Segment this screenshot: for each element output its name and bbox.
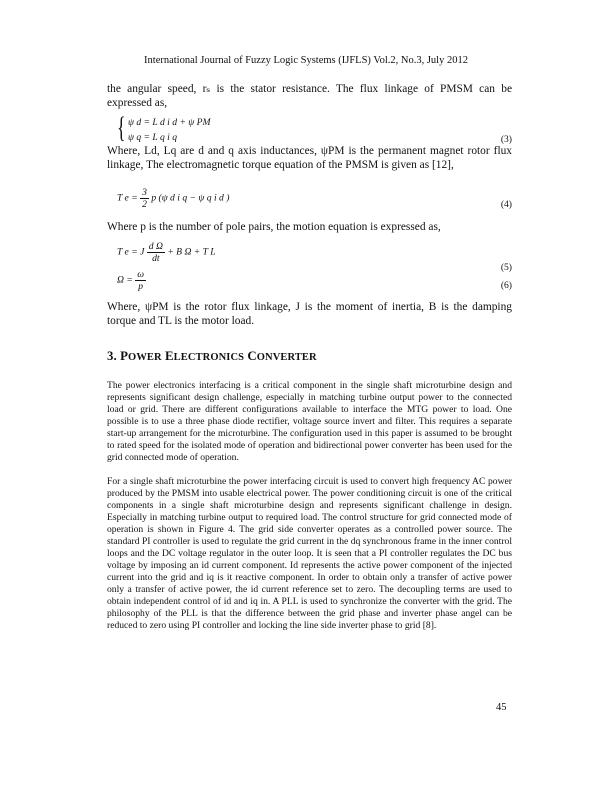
section-title-p: P [120, 349, 129, 363]
eq6-fraction [135, 269, 146, 292]
eq3-psi-q: ψ q = L q i q [128, 132, 178, 143]
eq4 [117, 187, 229, 210]
where-inductances-paragraph: Where, Ld, Lq are d and q axis inductances, ψPM is the permanent magnet rotor flux linkage, The electromagnetic torque equation of the PMSM is given as [12], [107, 145, 512, 171]
section-number: 3. [107, 349, 117, 363]
eq5 [117, 241, 216, 264]
page-number: 45 [496, 702, 507, 713]
eq4-lhs: T e = [117, 192, 138, 204]
journal-header: International Journal of Fuzzy Logic Systems (IJFLS) Vol.2, No.3, July 2012 [144, 55, 468, 66]
eq6-frac-den: p [138, 281, 143, 292]
eq5-fraction [147, 241, 165, 264]
section-heading [107, 349, 317, 364]
eq4-frac-den: 2 [142, 199, 147, 210]
eq5-frac-den: dt [152, 253, 160, 264]
pole-pairs-paragraph: Where p is the number of pole pairs, the motion equation is expressed as, [107, 221, 441, 233]
rotor-flux-paragraph: Where, ψPM is the rotor flux linkage, J is the moment of inertia, B is the damping torque and TL is the motor load. [107, 301, 512, 327]
section-title-onverter: ONVERTER [256, 352, 317, 363]
eq4-number: (4) [500, 199, 512, 210]
eq4-fraction [140, 187, 149, 210]
eq4-rhs: p (ψ d i q − ψ q i d ) [151, 192, 230, 204]
eq6 [117, 269, 146, 292]
eq4-frac-num: 3 [142, 187, 147, 198]
section-title-ower: OWER [128, 352, 162, 363]
eq3-psi-d: ψ d = L d i d + ψ PM [128, 117, 211, 128]
eq5-rhs: + B Ω + T L [167, 246, 216, 258]
power-electronics-paragraph-2: For a single shaft microturbine the power interfacing circuit is used to convert high frequency AC power produced by the PMSM into usable electrical power. The power conditioning circuit is one of the critical components in a single shaft microturbine design and represents significant challenge in design. Especially in matching turbine output to required load. The control structure for grid connected mode of operation is shown in Figure 4. The grid side converter operates as a controlled power source. The standard PI controller is used to regulate the grid current in the dq synchronous frame in the inner control loops and the DC voltage regulator in the outer loop. It is seen that a PI controller regulates the DC bus voltage by imposing an id current component. Id represents the active power component of the injected current into the grid and iq is it reactive component. In order to obtain only a transfer of active power only a transfer of active power, the id current reference set to zero. The decoupling terms are used to obtain independent control of id and iq in. A PLL is used to synchronize the converter with the grid. The philosophy of the PLL is that the difference between the grid phase and inverter phase angel can be reduced to zero using PI controller and locking the line side inverter phase to grid [8]. [107, 476, 512, 631]
eq5-frac-num: d Ω [148, 241, 163, 252]
intro-paragraph: the angular speed, rₛ is the stator resistance. The flux linkage of PMSM can be expressed as, [107, 83, 512, 109]
section-title-lectronics: LECTRONICS [173, 352, 245, 363]
eq5-lhs: T e = J [117, 246, 145, 258]
power-electronics-paragraph-1: The power electronics interfacing is a critical component in the single shaft microturbine design and represents significant design challenge, especially in matching turbine output power to the connected load or grid. There are different configurations available to interface the MTG power to load. One possible is to use a three phase diode rectifier, voltage source invert and filter. This requires a separate start-up arrangement for the microturbine. The configuration used in this paper is assumed to be brought to rated speed for the isolated mode of operation and bidirectional power converter has been used for the grid connected mode of operation. [107, 380, 512, 463]
eq6-lhs: Ω = [117, 274, 133, 286]
eq5-number: (5) [500, 262, 512, 273]
eq3-brace: { [117, 111, 126, 144]
eq3-number: (3) [500, 134, 512, 145]
section-title-e: E [165, 349, 174, 363]
section-title-c: C [247, 349, 257, 363]
eq6-frac-num: ω [137, 269, 144, 280]
eq6-number: (6) [500, 280, 512, 291]
